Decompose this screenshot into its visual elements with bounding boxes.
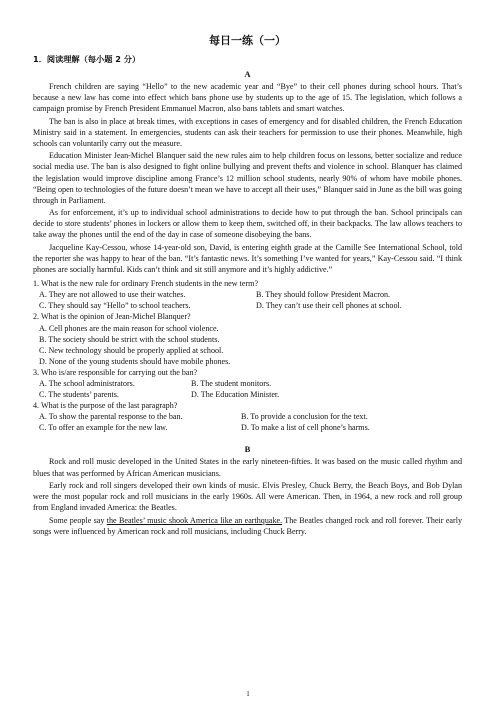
underlined-phrase: the Beatles’ music shook America like an earthquake. — [106, 515, 283, 525]
question-options — [33, 411, 462, 433]
passage-b-paragraph: Rock and roll music developed in the United States in the early nineteen-fifties. It was based on the music called rhythm and blues that was performed by African American musicians. — [33, 457, 462, 478]
question-stem: 3. Who is/are responsible for carrying out the ban? — [33, 367, 198, 377]
question-list — [33, 278, 462, 433]
passage-b-paragraph — [33, 515, 462, 537]
option-c: C. To offer an example for the new law. — [39, 423, 168, 433]
question-stem: 1. What is the new rule for ordinary French students in the new term? — [33, 279, 259, 289]
option-d: D. To make a list of cell phone’s harms. — [241, 423, 370, 433]
page-number: 1 — [246, 690, 250, 698]
question-stem: 4. What is the purpose of the last paragraph? — [33, 401, 178, 411]
page-title: 每日一练（一） — [209, 34, 286, 47]
option-a: A. The school administrators. — [39, 379, 135, 388]
option-c: C. New technology should be properly applied at school. — [39, 345, 224, 355]
paragraph-text: Some people say — [49, 515, 107, 525]
option-c: C. The students’ parents. — [39, 390, 119, 400]
passage-a-paragraph: As for enforcement, it’s up to individual school administrations to decide how to put through the ban. School principals can decide to store students’ phones in lockers or allow them to keep them, switched off, in their backpacks. The law allows teachers to take away the phones until the end of the day in case of someone disobeying the bans. — [33, 208, 462, 240]
option-c: C. They should say “Hello” to school teachers. — [39, 301, 191, 311]
passage-a-label: A — [244, 69, 251, 79]
option-d: D. The Education Minister. — [191, 390, 280, 400]
section-heading: 1．阅读理解（每小题 2 分） — [33, 54, 141, 64]
question-stem: 2. What is the opinion of Jean-Michel Blanquer? — [33, 312, 191, 322]
question-options — [33, 289, 462, 311]
passage-b-paragraph: Early rock and roll singers developed their own kinds of music. Elvis Presley, Chuck Berry, the Beach Boys, and Bob Dylan were the most popular rock and roll musicians in the early 1960s. All were American. Then, in 1964, a new rock and roll group from England invaded America: the Beatles. — [33, 481, 462, 513]
option-b: B. They should follow President Macron. — [256, 290, 391, 300]
option-d: D. They can’t use their cell phones at school. — [256, 301, 402, 311]
option-a: A. They are not allowed to use their watches. — [39, 290, 186, 300]
option-b: B. To provide a conclusion for the text. — [241, 412, 368, 422]
passage-b-label: B — [244, 444, 251, 455]
option-b: B. The society should be strict with the school students. — [39, 334, 220, 344]
option-d: D. None of the young students should have mobile phones. — [39, 356, 231, 366]
option-a: A. Cell phones are the main reason for school violence. — [39, 323, 219, 333]
option-a: A. To show the parental response to the ban. — [39, 412, 183, 422]
passage-a-paragraph: Jacqueline Kay-Cessou, whose 14-year-old son, David, is entering eighth grade at the Camille See International School, told the reporter she was happy to hear of the ban. “It’s fantastic news. It’s something I’ve wanted for years,” Kay-Cessou said. “I think phones are socially harmful. Kids can’t think and sit still anymore and it’s highly addictive.” — [33, 242, 462, 275]
passage-a-paragraph: Education Minister Jean-Michel Blanquer said the new rules aim to help children focus on lessons, better socialize and reduce social media use. The ban is also designed to fight online bullying and prevent thefts and violence in school. Blanquer has claimed the legislation would improve discipline among France’s 12 million school students, nearly 90% of whom have mobile phones. “Being open to technologies of the future doesn’t mean we have to accept all their uses,” Blanquer said in June as the bill was going through in Parliament. — [33, 151, 462, 205]
passage-a-paragraph: The ban is also in place at break times, with exceptions in cases of emergency and for disabled children, the French Education Ministry said in a statement. In emergencies, students can ask their teachers for permission to use their phones. Meanwhile, high schools can voluntarily carry out the measure. — [33, 116, 462, 148]
question-options — [33, 378, 462, 400]
question-options — [33, 323, 462, 367]
paragraph-text: The Beatles changed rock and roll forever. Their early songs were influenced by American rock and roll musicians, including Chuck Berry. — [33, 515, 462, 536]
option-b: B. The student monitors. — [191, 379, 272, 388]
passage-a-paragraph: French children are saying “Hello” to the new academic year and “Bye” to their cell phones during school hours. That’s because a new law has come into effect which bans phone use by students up to the age of 15. The legislation, which follows a campaign promise by French President Emmanuel Macron, also bans tablets and smart watches. — [33, 82, 462, 114]
